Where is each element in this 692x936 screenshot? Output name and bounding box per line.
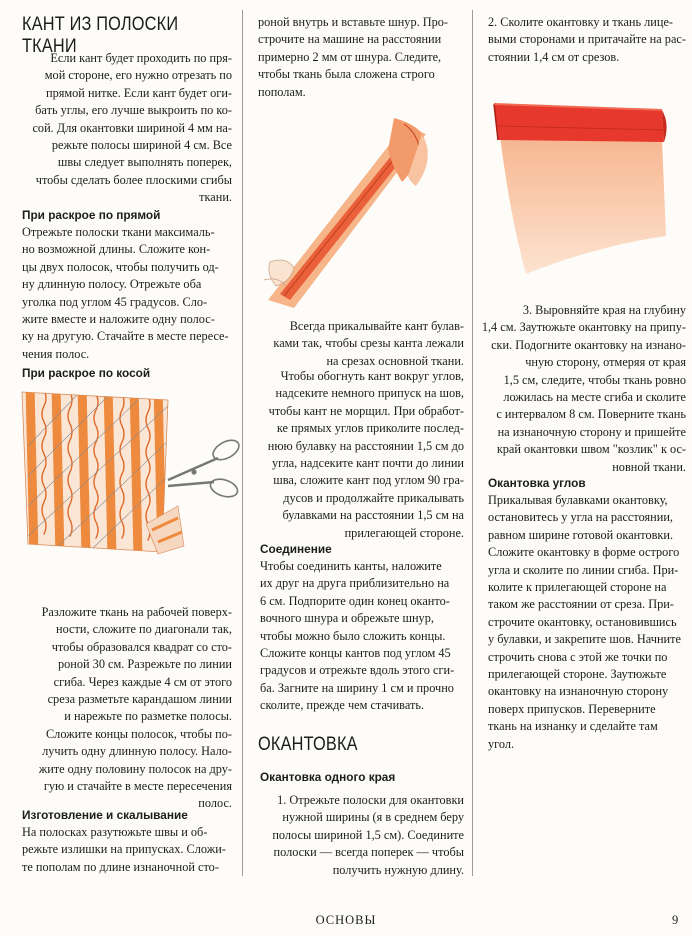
text-line: ку на другую. Стачайте в месте пересе-: [22, 329, 229, 344]
corners-paragraph: [250, 368, 464, 542]
text-line: швы следует выполнять поперек,: [57, 155, 232, 170]
corner-binding-heading: Окантовка углов: [488, 476, 586, 490]
text-line: ткань на изнанку и сделайте там: [488, 719, 658, 734]
text-line: вочного шнура и обрежьте шнур,: [260, 611, 434, 626]
bias-cut-paragraph: [22, 604, 232, 813]
text-line: чтобы сделать более плоскими сгибы: [35, 172, 232, 187]
text-line: прилегающей стороне.: [344, 525, 464, 540]
section-title-binding: ОКАНТОВКА: [258, 734, 358, 755]
text-line: край окантовки швом "козлик" к ос-: [496, 442, 686, 457]
text-line: Прикалывая булавками окантовку,: [488, 493, 668, 507]
text-line: угол.: [488, 736, 515, 751]
text-line: ски. Подогните окантовку на изнано-: [491, 337, 686, 352]
text-line: уголка под углом 45 градусов. Сло-: [22, 294, 208, 309]
text-line: ну длинную полосу. Отрежьте оба: [22, 277, 202, 292]
text-line: равном ширине готовой окантовки.: [488, 527, 674, 542]
text-line: нюю булавку на расстоянии 1,5 см до: [267, 438, 464, 453]
text-line: 1,5 см, следите, чтобы ткань ровно: [503, 372, 686, 387]
straight-cut-paragraph: [22, 224, 232, 363]
text-line: ложилась на месте сгиба и сколите: [503, 390, 686, 405]
text-line: полосы шириной 1,5 см). Соедините: [272, 827, 464, 842]
text-line: получить нужную длину.: [332, 862, 464, 877]
text-line: ности, сложите по диагонали так,: [56, 622, 232, 637]
text-line: строчите окантовку, остановившись: [488, 614, 677, 629]
one-edge-heading: Окантовка одного края: [260, 770, 396, 784]
text-line: строчите на машине на расстоянии: [258, 32, 442, 47]
pinning-paragraph: [250, 318, 464, 370]
step-3-paragraph: [480, 302, 686, 476]
text-line: Отрежьте полоски ткани максималь-: [22, 225, 215, 239]
text-line: остановитесь у угла на расстоянии,: [488, 510, 673, 525]
text-line: бать углы, его лучше выкроить по ко-: [35, 103, 232, 118]
text-line: чную сторону, отмеряя от края: [525, 355, 686, 370]
text-line: режьте излишки на припусках. Сложи-: [22, 842, 226, 857]
intro-paragraph: [22, 50, 232, 207]
text-line: шва, сложите кант под углом 90 гра-: [273, 473, 464, 488]
text-line: чтобы образовался квадрат со сто-: [51, 639, 232, 654]
one-edge-paragraph: [250, 792, 464, 879]
text-line: Всегда прикалывайте кант булав-: [289, 319, 464, 333]
text-line: градусов и отрежьте вдоль этого сги-: [260, 663, 455, 678]
text-line: гую и стачайте в месте пересечения: [43, 779, 232, 794]
text-line: прямой нитке. Если кант будет оги-: [45, 85, 232, 100]
text-line: колите к прилегающей стороне на: [488, 580, 667, 595]
text-line: сой. Для окантовки шириной 4 мм на-: [32, 120, 232, 135]
text-line: примерно 2 мм от шнура. Следите,: [258, 49, 442, 64]
text-line: роной 30 см. Разрежьте по линии: [57, 657, 232, 672]
text-line: чения полос.: [22, 346, 90, 361]
text-line: чтобы ткань была сложена строго: [258, 67, 435, 82]
text-line: прилегающей стороне. Заутюжьте: [488, 667, 667, 682]
corner-binding-paragraph: [488, 492, 686, 753]
text-line: чтобы кант не морщил. При обработ-: [268, 403, 464, 418]
text-line: Сложите концы полосок, чтобы по-: [45, 726, 232, 741]
text-line: выми сторонами и притачайте на рас-: [488, 32, 686, 47]
text-line: таком же расстоянии от среза. При-: [488, 597, 674, 612]
piping-cord-illustration: [254, 104, 466, 310]
text-line: поверх припусков. Переверните: [488, 701, 656, 716]
text-line: окантовку на изнаночную сторону: [488, 684, 669, 699]
text-line: надсеките немного припуск на шов,: [275, 386, 464, 401]
text-line: у булавки, и закрепите шов. Начните: [488, 632, 681, 647]
text-line: с интервалом 8 см. Поверните ткань: [496, 407, 686, 422]
text-line: и нарежьте по разметке полосы.: [64, 709, 232, 724]
section-title-piping: КАНТ ИЗ ПОЛОСКИ ТКАНИ: [22, 14, 179, 57]
joining-heading: Соединение: [260, 542, 332, 556]
text-line: дусов и продолжайте прикалывать: [283, 490, 464, 505]
text-line: На полосках разутюжьте швы и об-: [22, 825, 208, 839]
text-line: 2. Сколите окантовку и ткань лице-: [488, 15, 674, 29]
text-line: новной ткани.: [612, 459, 686, 474]
bias-cut-heading: При раскрое по косой: [22, 366, 151, 380]
assembly-heading: Изготовление и скалывание: [22, 808, 188, 822]
text-line: 6 см. Подпорите один конец оканто-: [260, 593, 450, 608]
page-number: 9: [672, 913, 679, 927]
striped-fabric-scissors-illustration: [18, 386, 244, 564]
text-line: Чтобы обогнуть кант вокруг углов,: [280, 369, 464, 383]
text-line: те пополам по длине изнаночной сто-: [22, 859, 219, 874]
text-line: но возможной длины. Сложите кон-: [22, 242, 211, 257]
text-line: на изнаночную сторону и пришейте: [497, 424, 686, 439]
text-line: полос.: [198, 796, 232, 811]
text-line: 1. Отрежьте полоски для окантовки: [277, 793, 464, 807]
text-line: Чтобы соединить канты, наложите: [260, 559, 442, 573]
text-line: мой стороне, его нужно отрезать по: [44, 68, 232, 83]
text-line: среза разметьте карандашом линии: [47, 692, 232, 707]
text-line: чтобы можно было сложить концы.: [260, 628, 446, 643]
text-line: жите одну половину полосок на дру-: [38, 761, 232, 776]
text-line: Сложите окантовку в форме острого: [488, 545, 680, 560]
text-line: цы двух полосок, чтобы получить од-: [22, 259, 219, 274]
text-line: сгиба. Через каждые 4 см от этого: [53, 674, 232, 689]
text-line: пополам.: [258, 84, 306, 99]
text-line: угла и сколите по линии сгиба. При-: [488, 562, 679, 577]
text-line: роной внутрь и вставьте шнур. Про-: [258, 15, 449, 29]
text-line: ками так, чтобы срезы канта лежали: [273, 336, 464, 351]
text-line: строчить снова с этой же точки по: [488, 649, 668, 664]
assembly-paragraph: [22, 824, 236, 876]
text-line: сколите, прежде чем стачивать.: [260, 698, 425, 713]
binding-fabric-illustration: [486, 96, 686, 276]
cord-paragraph: [258, 14, 464, 101]
text-line: стоянии 1,4 см от срезов.: [488, 49, 620, 64]
text-line: Если кант будет проходить по пря-: [50, 51, 232, 65]
text-line: их друг на друга приблизительно на: [260, 576, 450, 591]
text-line: 3. Выровняйте края на глубину: [522, 303, 686, 317]
text-line: булавками на расстоянии 1,5 см на: [282, 508, 464, 523]
text-line: Сложите концы кантов под углом 45: [260, 646, 451, 661]
text-line: жите вместе и наложите одну полос-: [22, 312, 215, 327]
text-line: ткани.: [199, 190, 232, 205]
text-line: полоски — всегда поперек — чтобы: [273, 845, 464, 860]
step-2-paragraph: [488, 14, 686, 66]
text-line: Разложите ткань на рабочей поверх-: [41, 605, 232, 619]
text-line: режьте полосы шириной 4 см. Все: [51, 138, 232, 153]
joining-paragraph: [260, 558, 464, 715]
text-line: угла, надсеките кант почти до линии: [272, 456, 464, 471]
column-divider-right: [472, 10, 473, 876]
straight-cut-heading: При раскрое по прямой: [22, 208, 161, 222]
text-line: ба. Загните на ширину 1 см и прочно: [260, 680, 454, 695]
text-line: 1,4 см. Заутюжьте окантовку на припу-: [481, 320, 686, 335]
text-line: нужной ширины (я в среднем беру: [282, 810, 464, 825]
text-line: на срезах основной ткани.: [326, 353, 464, 368]
footer-section-label: ОСНОВЫ: [315, 913, 377, 927]
text-line: ке прямых углов приколите послед-: [276, 421, 464, 436]
text-line: лучить одну длинную полосу. Нало-: [42, 744, 232, 759]
